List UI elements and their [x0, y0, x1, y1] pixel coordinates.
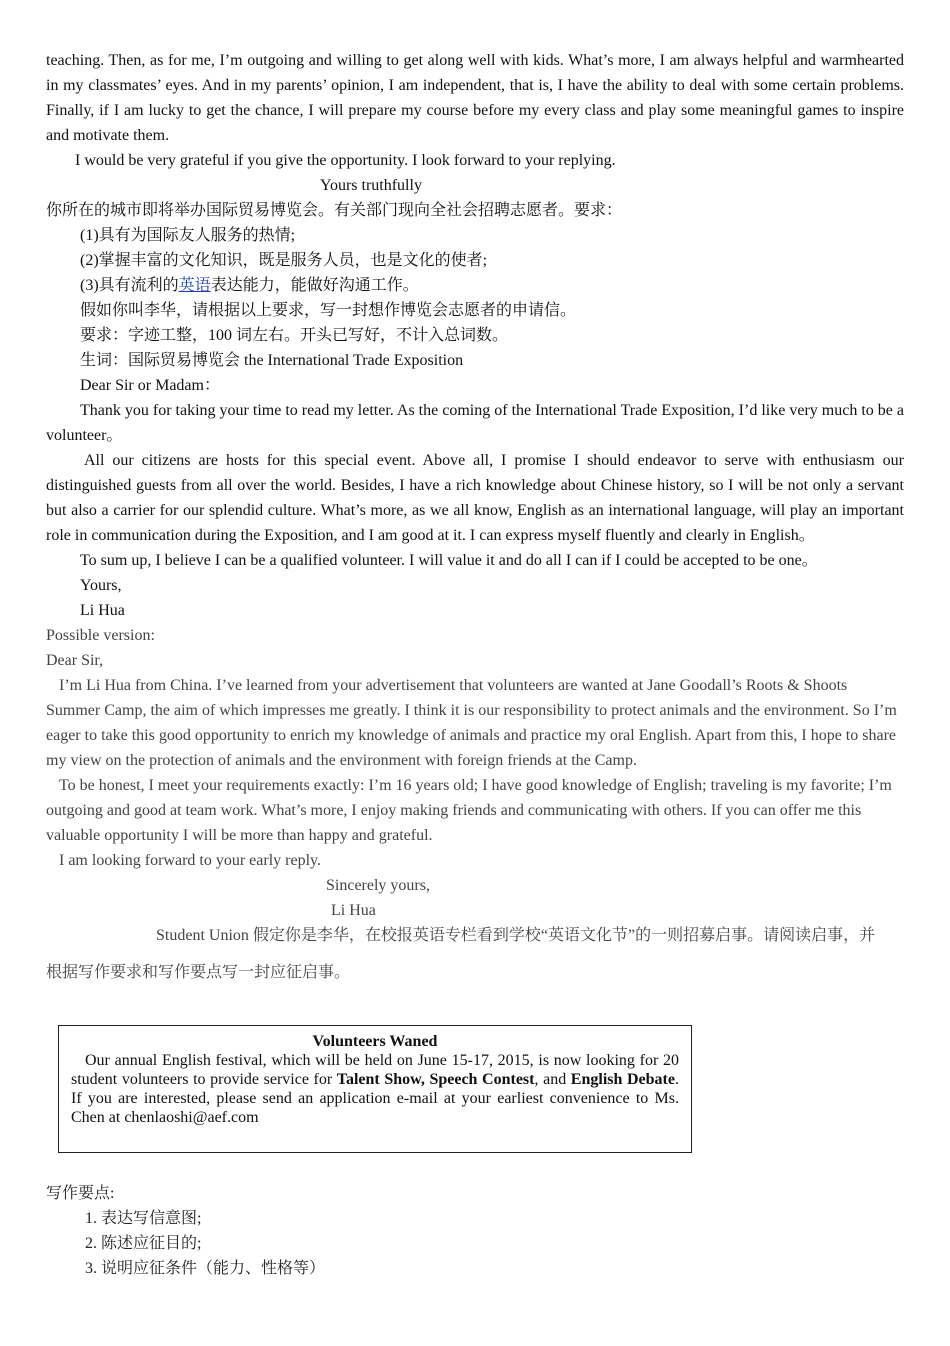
writing-points-label: 写作要点:	[46, 1185, 115, 1202]
task2-greeting: Dear Sir or Madam：	[80, 377, 220, 394]
list-item: 3. 说明应征条件（能力、性格等）	[101, 1256, 904, 1281]
notice-text-a: Our annual English festival, which will be held on June 15-17, 2015, is now looking for 20 student volunteers to provide service for	[71, 1052, 679, 1088]
task2-closing: Yours,	[80, 577, 122, 594]
task2-vocabulary: 生词：国际贸易博览会 the International Trade Exposition	[80, 352, 464, 369]
possible-paragraph-3: I am looking forward to your early reply.	[59, 852, 321, 869]
task2-paragraph-1: Thank you for taking your time to read my letter. As the coming of the International Trade Exposition, I’d like very much to be a volunteer。	[46, 402, 904, 444]
task2-signature: Li Hua	[80, 602, 125, 619]
document-body	[46, 48, 904, 985]
task2-requirement-2: (2)掌握丰富的文化知识，既是服务人员，也是文化的使者;	[80, 252, 488, 269]
volunteer-notice-box	[58, 1025, 692, 1153]
possible-paragraph-1: I’m Li Hua from China. I’ve learned from your advertisement that volunteers are wanted at Jane Goodall’s Roots & Shoots Summer Camp, the aim of which impresses me greatly. I think it is our responsibility to protect animals and the environment. So I’m eager to take this good opportunity to enrich my knowledge of animals and practice my oral English. Apart from this, I hope to share my view on the protection of animals and the environment with foreign friends at the Camp.	[46, 677, 897, 769]
notice-text-b: , and	[534, 1071, 571, 1088]
notice-text-c: . If you are interested, please send an application e-mail at your earliest convenience to Ms. Chen at chenlaoshi@aef.com	[71, 1071, 679, 1126]
task2-word-requirement: 要求：字迹工整，100 词左右。开头已写好，不计入总词数。	[80, 327, 509, 344]
letter1-paragraph: teaching. Then, as for me, I’m outgoing and willing to get along well with kids. What’s more, I am always helpful and warmhearted in my classmates’ eyes. And in my parents’ opinion, I am independent, that is, I have the ability to deal with some certain problems. Finally, if I am lucky to get the chance, I will prepare my course before my every class and play some meaningful games to inspire and motivate them.	[46, 52, 904, 144]
possible-closing: Sincerely yours,	[326, 877, 430, 894]
task2-intro: 你所在的城市即将举办国际贸易博览会。有关部门现向全社会招聘志愿者。要求：	[46, 202, 623, 219]
possible-version-label: Possible version:	[46, 627, 155, 644]
req3-prefix: (3)具有流利的	[80, 277, 179, 294]
possible-greeting: Dear Sir,	[46, 652, 104, 669]
writing-points	[46, 1181, 904, 1281]
task2-requirement-3	[46, 273, 904, 298]
writing-points-list	[46, 1206, 904, 1281]
task3-intro: Student Union 假定你是李华，在校报英语专栏看到学校“英语文化节”的一则招募启事。请阅读启事，并	[156, 927, 876, 944]
possible-paragraph-2: To be honest, I meet your requirements exactly: I’m 16 years old; I have good knowledge of English; traveling is my favorite; I’m outgoing and good at team work. What’s more, I enjoy making friends and communicating with others. If you can offer me this valuable opportunity I will be more than happy and grateful.	[46, 777, 892, 844]
letter1-signoff: Yours truthfully	[320, 177, 422, 194]
list-item: 2. 陈述应征目的;	[101, 1231, 904, 1256]
letter1-closing-paragraph: I would be very grateful if you give the opportunity. I look forward to your replying.	[75, 152, 616, 169]
req3-suffix: 表达能力，能做好沟通工作。	[210, 277, 419, 294]
notice-body	[71, 1051, 679, 1127]
notice-title: Volunteers Waned	[312, 1033, 438, 1050]
notice-bold-events: Talent Show, Speech Contest	[336, 1071, 535, 1088]
task2-paragraph-3: To sum up, I believe I can be a qualified volunteer. I will value it and do all I can if I could be accepted to be one。	[80, 552, 818, 569]
notice-bold-debate: English Debate	[570, 1071, 675, 1088]
task2-instruction: 假如你叫李华，请根据以上要求，写一封想作博览会志愿者的申请信。	[80, 302, 577, 319]
task3-intro-continued: 根据写作要求和写作要点写一封应征启事。	[46, 964, 351, 981]
task2-paragraph-2: All our citizens are hosts for this special event. Above all, I promise I should endeavor to serve with enthusiasm our distinguished guests from all over the world. Besides, I have a rich knowledge about Chinese history, so I will be not only a servant but also a carrier for our splendid culture. What’s more, as we all know, English as an international language, will play an important role in communication during the Exposition, and I am good at it. I can express myself fluently and clearly in English。	[46, 452, 904, 544]
task2-requirement-1: (1)具有为国际友人服务的热情;	[80, 227, 296, 244]
list-item: 1. 表达写信意图;	[101, 1206, 904, 1231]
english-link[interactable]: 英语	[178, 277, 211, 294]
possible-signature: Li Hua	[331, 902, 376, 919]
